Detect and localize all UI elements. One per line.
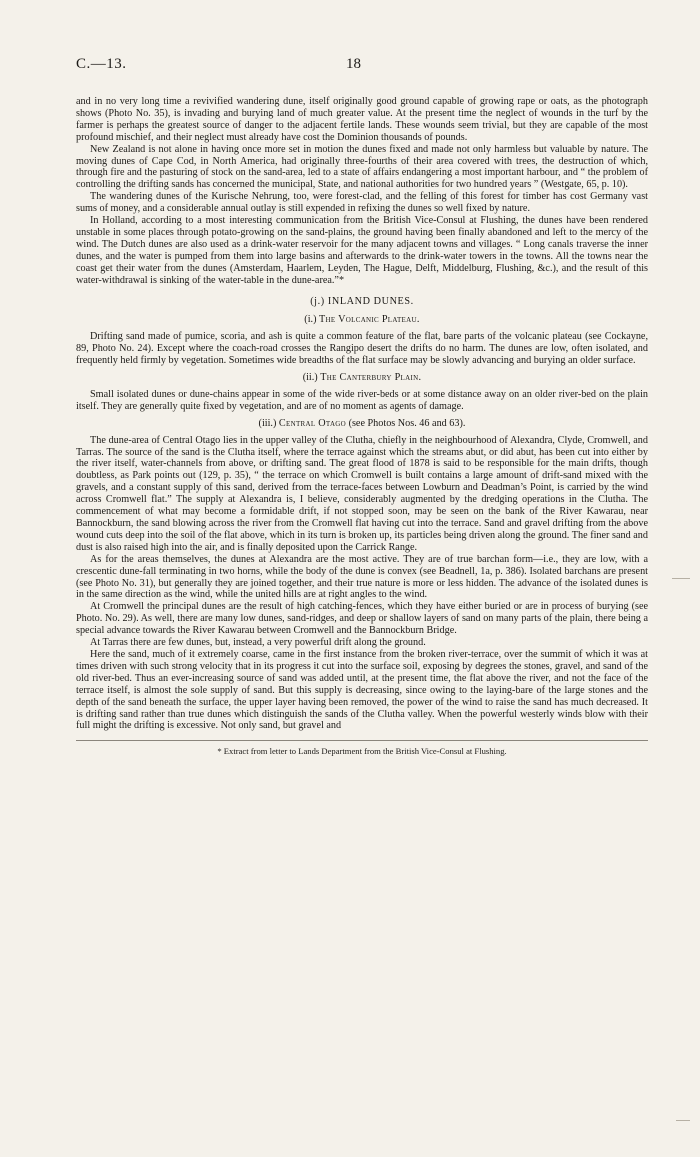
document-page <box>76 56 648 757</box>
subsection-title: The Canterbury Plain. <box>320 372 422 384</box>
footnote: * Extract from letter to Lands Department from the British Vice-Consul at Flushing. <box>217 746 507 757</box>
subsection-title: Central Otago <box>278 417 347 429</box>
paragraph: The wandering dunes of the Kurische Nehrung, too, were forest-clad, and the felling of this forest for timber has cost Germany vast sums of money, and a considerable annual outlay is still expended in refixing the dunes so well fixed by nature. <box>76 191 648 215</box>
subsection-heading-volcanic <box>76 314 648 326</box>
paragraph: The dune-area of Central Otago lies in the upper valley of the Clutha, chiefly in the neighbourhood of Alexandra, Clyde, Cromwell, and Tarras. The source of the sand is the Clutha itself, where the terrace against which the streams abut, or did abut, has been cut into either by the river itself, water-channels from above, or drifting sand. The great flood of 1878 is said to be responsible for the main drifts, though doubtless, as Park points out (129, p. 35), “ the terrace on which Cromwell is built contains a large amount of drift-sand mixed with the gravels, and a constant supply of this sand, derived from the terrace-faces between Lowburn and Deadman’s Point, is carried by the wind across Cromwell flat.” The supply at Alexandra is, I believe, considerably augmented by the dredging operations in the Clutha. The commencement of what may become a formidable drift, if not stopped soon, may be seen on the bank of the River Kawarau, near Bannockburn, the sand blowing across the river from the Cromwell flat having cut into the terrace. Sand and gravel drifting from the above wound cuts deep into the soil of the flat above, which in its turn is broken up, its particles being driven along the ground. The finer sand and dust is also raised high into the air, and is finally deposited upon the Carrick Range. <box>76 434 648 553</box>
paragraph: Drifting sand made of pumice, scoria, and ash is quite a common feature of the flat, bare parts of the volcanic plateau (see Cockayne, 89, Photo No. 24). Except where the coach-road crosses the Rangipo desert the drifts do no harm. The dunes are low, often isolated, and frequently held firmly by vegetation. Sometimes wide breadths of the flat surface may be slowly advancing and burying an older surface. <box>76 331 648 367</box>
footnote-divider <box>76 740 648 741</box>
paragraph: As for the areas themselves, the dunes at Alexandra are the most active. They are of true barchan form—i.e., they are low, with a crescentic dune-fall terminating in two horns, while the body of the dune is convex (see Beadnell, 1a, p. 386). Isolated barchans are present (see Photo No. 31), but generally they are joined together, and their true nature is more or less hidden. The advance of the isolated dunes is in the same direction as the wind, while the united hills are at right angles to the wind. <box>76 553 648 601</box>
intro-section <box>76 96 648 287</box>
paragraph: New Zealand is not alone in having once more set in motion the dunes fixed and made not only harmless but valuable by nature. The moving dunes of Cape Cod, in North America, had originally three-fourths of their area covered with trees, the destruction of which, through fire and the pasturing of stock on the sand-area, led to a state of affairs endangering a most important harbour, and “ the problem of controlling the drifting sands has concerned the municipal, State, and national authorities for two hundred years ” (Westgate, 65, p. 10). <box>76 143 648 191</box>
subsection-heading-canterbury <box>76 372 648 384</box>
section-title: (j.) INLAND DUNES. <box>310 295 414 307</box>
subsection-number: (i.) <box>304 314 317 326</box>
subsection-title: The Volcanic Plateau. <box>319 314 420 326</box>
subsection-suffix: (see Photos Nos. 46 and 63). <box>348 417 466 429</box>
paragraph: At Cromwell the principal dunes are the result of high catching-fences, which they have either buried or are in process of burying (see Photo. No. 29). As well, there are many low dunes, sand-ridges, and deep or shallow layers of sand on many parts of the plain, there being a special advance towards the River Kawarau between Cromwell and the Bannockburn Bridge. <box>76 601 648 637</box>
margin-mark <box>676 1120 690 1121</box>
margin-mark <box>672 578 690 579</box>
paragraph: Here the sand, much of it extremely coarse, came in the first instance from the broken river-terrace, over the summit of which it was at times driven with such strong velocity that in its progress it cut into the surface soil, exposing by degrees the stones, gravel, and sand of the old river-bed. Thus an ever-increasing source of sand was added until, at the present time, the flat above the river, and not the face of the terrace itself, is almost the sole supply of sand. But this supply is decreasing, since owing to the laying-bare of the large stones and the depth of the sand beneath the surface, the upper layer having been removed, the power of the wind to raise the sand has much decreased. It is drifting sand rather than true dunes which distinguish the sands of the Clutha valley. When the powerful westerly winds blow with their full might the drifting is excessive. Not only sand, but gravel and <box>76 648 648 732</box>
page-header <box>76 56 648 80</box>
subsection-number: (iii.) <box>258 417 277 429</box>
document-reference: C.—13. <box>76 56 127 72</box>
subsection-heading-otago <box>76 418 648 430</box>
subsection-number: (ii.) <box>302 372 318 384</box>
paragraph: and in no very long time a revivified wandering dune, itself originally good ground capable of growing rape or oats, as the photograph shows (Photo No. 35), is invading and burying land of much greater value. At the present time the neglect of wounds in the turf by the farmer is perhaps the greatest source of danger to the adjacent fertile lands. These wounds seem trivial, but they are capable of the most profound mischief, and their neglect must already have cost the Dominion thousands of pounds. <box>76 96 648 143</box>
paragraph: Small isolated dunes or dune-chains appear in some of the wide river-beds or at some distance away on an older river-bed on the plain itself. They are generally quite fixed by vegetation, and are of no moment as agents of damage. <box>76 388 648 412</box>
page-number: 18 <box>346 56 361 72</box>
paragraph: In Holland, according to a most interesting communication from the British Vice-Consul at Flushing, the dunes have been rendered unstable in some places through potato-growing on the sand-plains, the ground having been finally abandoned and left to the mercy of the wind. The Dutch dunes are also used as a drink-water reservoir for the many adjacent towns and villages. “ Long canals traverse the inner dunes, and the water is pumped from them into large basins and afterwards to the drink-water towers in the towns. All the towns near the coast get their water from the dunes (Amsterdam, Haarlem, Leyden, The Hague, Delft, Middelburg, Flushing, &c.), and the result of this water-withdrawal is sinking of the water-table in the dune-area.”* <box>76 215 648 286</box>
paragraph: At Tarras there are few dunes, but, instead, a very powerful drift along the ground. <box>90 637 426 649</box>
